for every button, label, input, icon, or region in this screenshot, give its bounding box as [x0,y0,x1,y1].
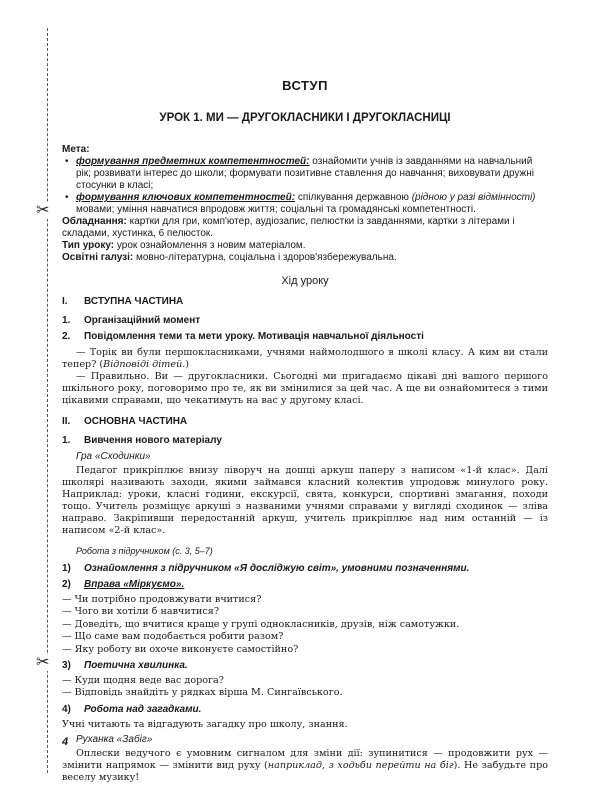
areas-label: Освітні галузі: [62,252,134,263]
equipment-text: картки для гри, комп'ютер, аудіозапис, пелюстки із завданнями, картки з літерами і складами, хустинка, 6 пелюсток. [62,216,515,239]
goal-item [62,156,548,192]
question: — Чи потрібно продовжувати вчитися? [62,594,262,605]
lesson-type [62,240,548,252]
course-title: Хід уроку [281,275,329,287]
areas-text: мовно-літературна, соціальна і здоров'язбережувальна. [133,252,397,263]
section-title: ОСНОВНА ЧАСТИНА [84,416,188,427]
scissors-icon: ✂ [36,202,50,219]
question: — Чого ви хотіли б навчитися? [62,606,219,618]
question: — Яку роботу ви охоче виконуєте самостійно? [62,643,299,655]
text: ). Не забудьте про веселу музику! [62,760,548,784]
paragraph: Педагог прикріплює внизу ліворуч на дошці аркуш паперу з написом «1-й клас». Далі школярі називають заходи, якими займався класний колектив упродовж минулого року. Наприклад: уроки, класні години, екскурсії, свята, конкурси, спортивні змагання, походи тощо. Учитель розміщує аркуші з названими учнями справами у вигляді сходинок — зліва направо. Закріпивши передостанній аркуш, учитель прикріплює над ним останній — із написом «2-й клас». [62,465,548,536]
section-heading [62,416,548,428]
page-number: 4 [62,736,69,748]
game-title: Гра «Сходинки» [76,451,151,462]
question: — Відповідь знайдіть у рядках вірша М. Сингаївського. [62,687,343,699]
paragraph [62,347,548,371]
text: Відповіді дітей [103,359,183,370]
goals-label: Мета: [62,144,90,155]
subsection-heading [62,435,548,447]
task-number: 2) [62,579,71,590]
section-heading [62,296,548,308]
text: — Торік ви були першокласниками, учнями наймолодшого в школі класу. А ким ви стали тепер? ( [62,347,548,370]
equipment [62,216,548,240]
section-number: I. [62,296,68,307]
task-title: Робота над загадками. [84,703,202,715]
question: — Куди щодня веде вас дорога? [62,675,224,687]
goal1-text: ознайомити учнів із завданнями на навчальний рік; розвивати інтерес до школи; формувати позитивне ставлення до навчання; виховувати дружні стосунки в класі; [76,156,534,191]
subsection-number: 2. [62,331,71,342]
goal2-term: формування ключових компетентностей: [76,192,296,203]
question: — Доведіть, що вчитися краще у групі однокласників, друзів, ніж самотужки. [62,618,460,630]
goal-item [62,192,548,216]
textbook-work: Робота з підручником (с. 3, 5–7) [76,546,213,556]
subsection-heading [62,331,548,343]
text: .) [182,359,190,370]
subsection-number: 1. [62,435,71,446]
task-number: 3) [62,660,71,672]
task-item [62,660,548,672]
type-label: Тип уроку: [62,240,115,251]
text: Оплески ведучого є умовним сигналом для зміни дії: зупинитися — продовжити рух — змінити напрямок — змінити вид руху ( [62,748,548,772]
subsection-heading [62,315,548,327]
task-number: 1) [62,563,71,574]
paragraph [62,748,548,784]
goal2-text-b: (рідною у разі відмінності) [411,192,536,203]
scissors-icon: ✂ [36,654,50,671]
task-item [62,579,548,591]
task-title: Поетична хвилинка. [84,660,188,672]
subsection-title: Організаційний момент [84,315,201,326]
section-title: ВСТУПНА ЧАСТИНА [84,296,184,307]
warmup-title: Руханка «Забіг» [76,734,153,746]
subsection-title: Вивчення нового матеріалу [84,435,222,446]
task-item [62,563,548,575]
task-title: Ознайомлення з підручником «Я досліджую світ», умовними позначеннями. [84,563,470,574]
task-item [62,704,548,716]
task-title: Вправа «Міркуємо». [84,579,185,590]
section-number: II. [62,416,71,427]
subsection-number: 1. [62,315,71,326]
question: — Що саме вам подобається робити разом? [62,631,284,643]
type-text: урок ознайомлення з новим матеріалом. [114,240,306,251]
goal2-text-a: спілкування державною [295,192,412,203]
text: наприклад, з ходьби перейти на біг [267,760,454,772]
paragraph: — Правильно. Ви — другокласники. Сьогодні ми пригадаємо цікаві дні вашого першого шкільного року, поговоримо про те, як ви змінилися за цей час. А ще ви ознайомитеся з тими цікавими справами, що чекатимуть на вас у другому класі. [62,371,548,406]
equipment-label: Обладнання: [62,216,127,227]
edu-areas [62,252,548,264]
page-content [62,80,548,784]
task-number: 4) [62,703,71,715]
paragraph: Учні читають та відгадують загадку про школу, знання. [62,718,348,730]
subsection-title: Повідомлення теми та мети уроку. Мотивація навчальної діяльності [84,331,424,342]
lesson-title: УРОК 1. МИ — ДРУГОКЛАСНИКИ І ДРУГОКЛАСНИЦІ [159,112,451,124]
page-title: ВСТУП [282,78,328,93]
goal2-text-c: мовами; уміння навчатися впродовж життя; соціальні та громадянські компетентності. [76,204,476,215]
goal1-term: формування предметних компетентностей: [76,156,310,167]
